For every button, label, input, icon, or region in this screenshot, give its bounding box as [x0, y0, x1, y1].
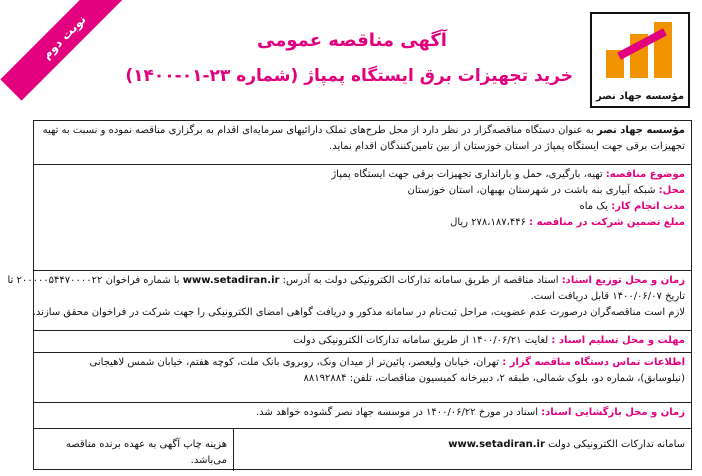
distribution-line-1b: با شماره فراخوان ۲۰۰۰۰۰۵۴۴۷۰۰۰۰۲۲ تا	[7, 275, 180, 286]
duration-label: مدت انجام کار:	[611, 201, 685, 212]
opening-label: زمان و محل بازگشایی اسناد:	[541, 407, 685, 418]
subject-section	[34, 165, 691, 271]
org-name: مؤسسه جهاد نصر	[596, 125, 685, 136]
contact-line-1: تهران، خیابان ولیعصر، پائین‌تر از میدان ونک، روبروی بانک ملت، کوچه هفتم، خیابان شمس لاهیجانی	[89, 357, 500, 368]
guarantee-value: ۲۷۸،۱۸۷،۴۴۶ ریال	[450, 217, 526, 228]
location-label: محل:	[658, 185, 685, 196]
duration-value: یک ماه	[579, 201, 609, 212]
intro-line-2: تجهیزات برقی جهت ایستگاه پمپاژ در استان خوزستان از بین تامین‌کنندگان اقدام نماید.	[329, 141, 685, 152]
ribbon-label: نوبت دوم	[0, 0, 127, 101]
page-subtitle: خرید تجهیزات برق ایستگاه پمپاژ (شماره ۲۳-۰۱-۱۴۰۰)	[125, 66, 573, 86]
logo	[590, 12, 690, 108]
guarantee-label: مبلغ تضمین شرکت در مناقصه :	[529, 217, 685, 228]
logo-caption: مؤسسه جهاد نصر	[595, 91, 685, 102]
opening-section	[34, 403, 691, 429]
contact-label: اطلاعات تماس دستگاه مناقصه گزار :	[502, 357, 685, 368]
deadline-value: لغایت ۱۴۰۰/۰۶/۲۱ از طریق سامانه تدارکات الکترونیکی دولت	[293, 335, 549, 346]
intro-line-1: به عنوان دستگاه مناقصه‌گزار در نظر دارد از محل طرح‌های تملک دارائیهای سرمایه‌ای اقدام به برگزاری مناقصه نموده و نسبت به تهیه	[42, 125, 594, 136]
subject-label: موضوع مناقصه:	[605, 169, 685, 180]
setadiran-link[interactable]: www.setadiran.ir	[182, 275, 280, 286]
footer-system	[448, 437, 685, 453]
logo-icon	[606, 22, 676, 80]
distribution-label: زمان و محل توزیع اسناد:	[561, 275, 685, 286]
distribution-section	[7, 271, 691, 331]
distribution-line-3: لازم است مناقصه‌گران درصورت عدم عضویت، مراحل ثبت‌نام در سامانه مذکور و دریافت گواهی امضای الکترونیکی را جهت شرکت در فراخوان محقق سازند.	[32, 307, 685, 318]
footer-system-link[interactable]: www.setadiran.ir	[448, 439, 545, 450]
distribution-line-2: تاریخ ۱۴۰۰/۰۶/۰۷ قابل دریافت است.	[530, 291, 685, 302]
subject-value: تهیه، بارگیری، حمل و بارانداری تجهیزات برقی جهت ایستگاه پمپاژ	[331, 169, 603, 180]
contact-line-2: (نیلوسابق)، شماره دو، بلوک شمالی، طبقه ۲، دبیرخانه کمیسیون مناقصات، تلفن: ۸۸۱۹۲۸۸۴	[303, 373, 685, 384]
deadline-section	[34, 331, 691, 353]
deadline-label: مهلت و محل تسلیم اسناد :	[551, 335, 685, 346]
round-ribbon	[23, 0, 115, 92]
tender-details	[7, 120, 692, 470]
distribution-line-1: اسناد مناقصه از طریق سامانه تدارکات الکترونیکی دولت به آدرس:	[282, 275, 559, 286]
header	[23, 0, 702, 118]
opening-value: اسناد در مورخ ۱۴۰۰/۰۶/۲۲ در موسسه جهاد نصر گشوده خواهد شد.	[255, 407, 538, 418]
footer-system-label: سامانه تدارکات الکترونیکی دولت	[548, 439, 685, 450]
location-value: شبکه آبیاری بنه باشت در شهرستان بهبهان، استان خوزستان	[407, 185, 656, 196]
intro-section	[34, 121, 691, 165]
footer-ad-cost: هزینه چاپ آگهی به عهده برنده مناقصه می‌باشد.	[34, 429, 234, 471]
page-title: آگهی مناقصه عمومی	[257, 30, 447, 51]
footer-section	[34, 429, 691, 471]
contact-section	[34, 353, 691, 403]
